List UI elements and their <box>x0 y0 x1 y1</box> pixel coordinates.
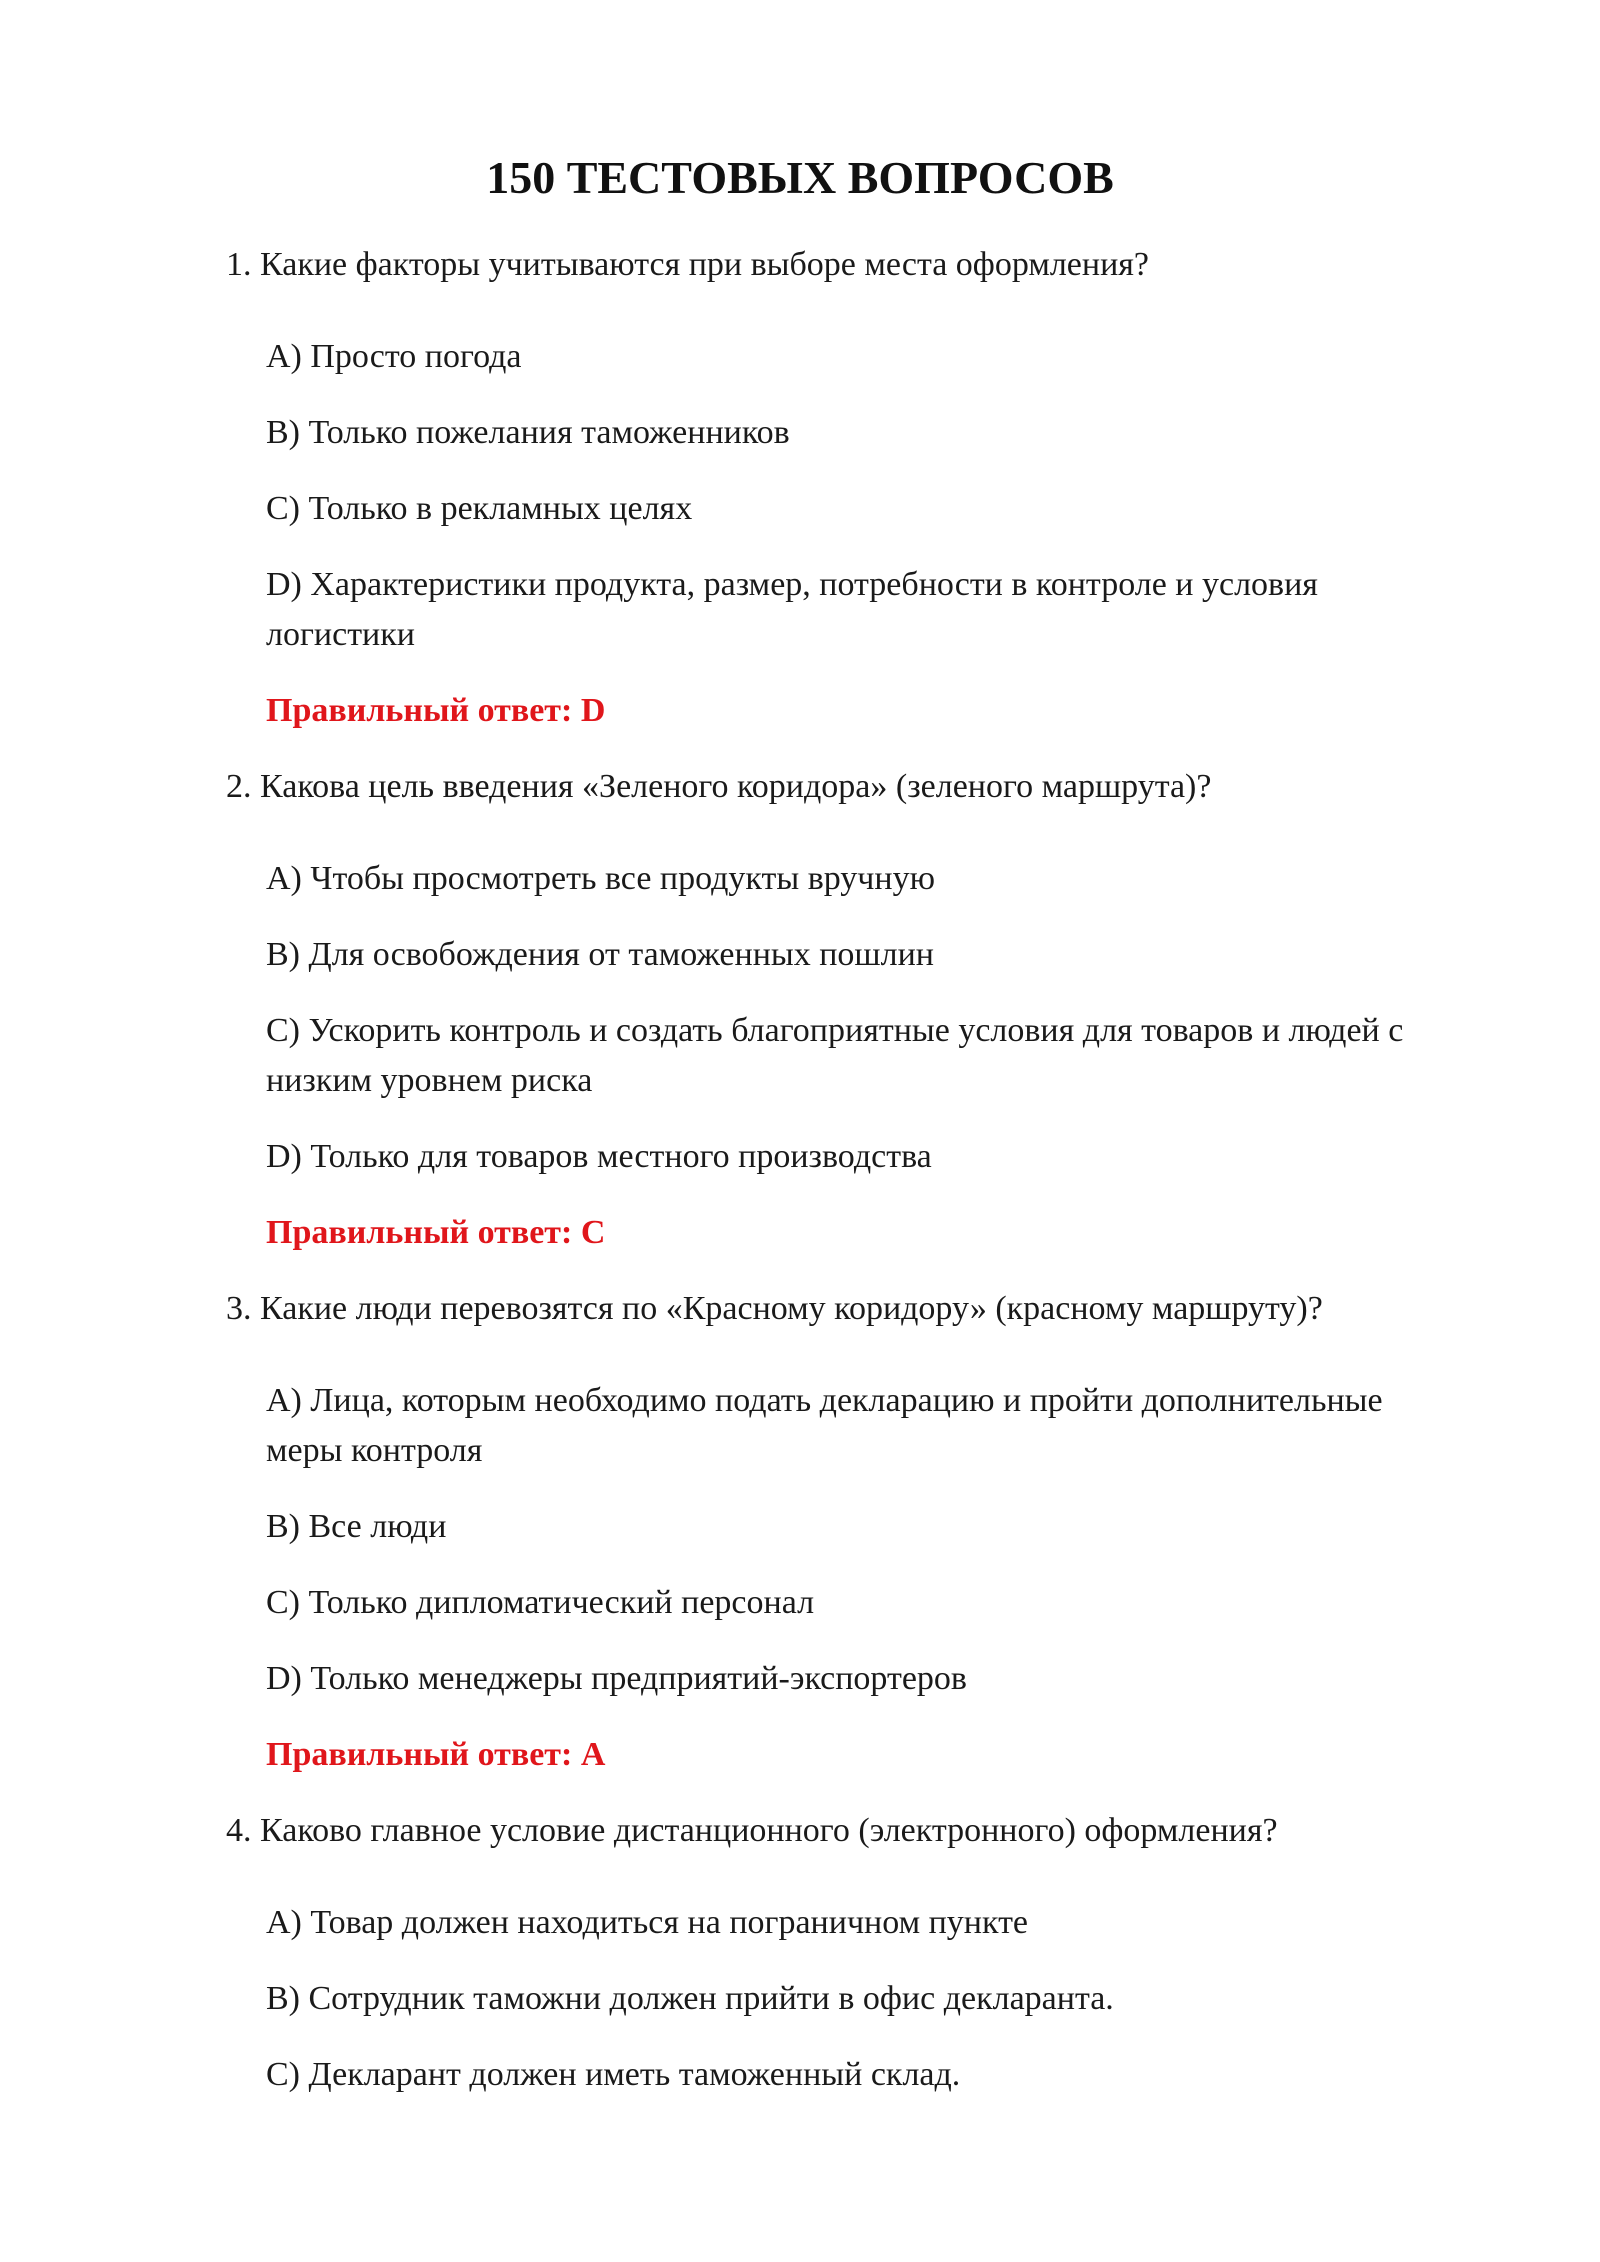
question-3: 3. Какие люди перевозятся по «Красному коридору» (красному маршруту)? <box>226 1290 1323 1327</box>
question-1-option-a: A) Просто погода <box>266 338 522 375</box>
question-2: 2. Какова цель введения «Зеленого коридора» (зеленого маршрута)? <box>226 768 1212 805</box>
question-3-option-b: B) Все люди <box>266 1508 447 1545</box>
question-3-answer: Правильный ответ: A <box>266 1736 606 1773</box>
question-3-option-d: D) Только менеджеры предприятий-экспортеров <box>266 1660 967 1697</box>
document-title: 150 ТЕСТОВЫХ ВОПРОСОВ <box>486 152 1114 203</box>
question-2-answer: Правильный ответ: C <box>266 1214 606 1251</box>
question-1-option-d: D) Характеристики продукта, размер, потребности в контроле и условия логистики <box>266 566 1318 653</box>
question-1-option-b: B) Только пожелания таможенников <box>266 414 790 451</box>
question-2-option-c: C) Ускорить контроль и создать благоприятные условия для товаров и людей с низким уровнем риска <box>266 1012 1404 1099</box>
question-4-option-c: C) Декларант должен иметь таможенный склад. <box>266 2056 961 2093</box>
question-1-answer: Правильный ответ: D <box>266 692 606 729</box>
question-4: 4. Каково главное условие дистанционного (электронного) оформления? <box>226 1812 1278 1849</box>
question-1-option-c: C) Только в рекламных целях <box>266 490 693 527</box>
question-1: 1. Какие факторы учитываются при выборе места оформления? <box>226 246 1150 283</box>
question-4-option-a: A) Товар должен находиться на пограничном пункте <box>266 1904 1029 1941</box>
question-4-option-b: B) Сотрудник таможни должен прийти в офис декларанта. <box>266 1980 1114 2017</box>
question-2-option-a: A) Чтобы просмотреть все продукты вручную <box>266 860 935 897</box>
question-2-option-d: D) Только для товаров местного производства <box>266 1138 932 1175</box>
question-3-option-c: C) Только дипломатический персонал <box>266 1584 815 1621</box>
question-3-option-a: A) Лица, которым необходимо подать декларацию и пройти дополнительные меры контроля <box>266 1382 1383 1469</box>
question-2-option-b: B) Для освобождения от таможенных пошлин <box>266 936 934 973</box>
